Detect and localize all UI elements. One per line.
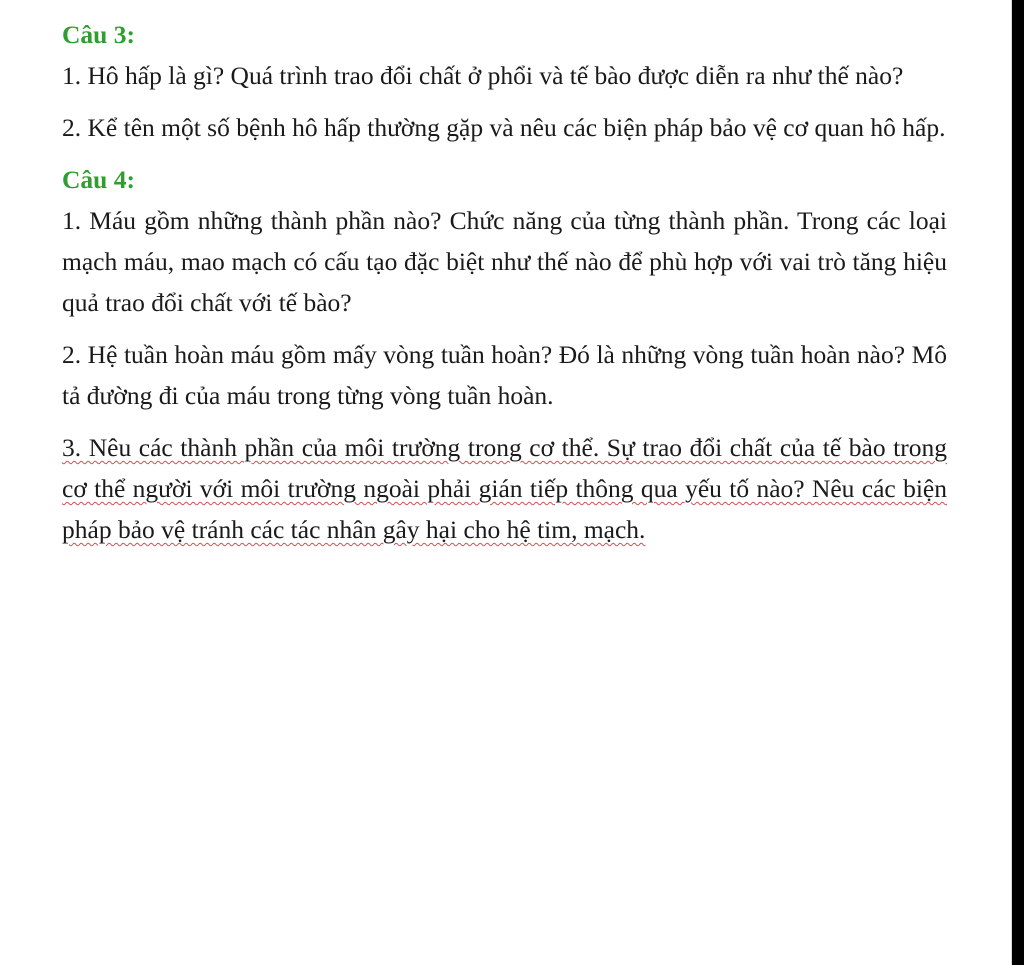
section-heading-cau-3: Câu 3:: [62, 20, 135, 49]
section-heading-cau-4: Câu 4:: [62, 165, 135, 194]
question-cau-4-3: 3. Nêu các thành phần của môi trường trong cơ thể. Sự trao đổi chất của tế bào trong cơ thể người với môi trường ngoài phải gián tiếp thông qua yếu tố nào? Nêu các biện pháp bảo vệ tránh các tác nhân gây hại cho hệ tim, mạch.: [62, 433, 947, 544]
question-cau-4-1: 1. Máu gồm những thành phần nào? Chức năng của từng thành phần. Trong các loại mạch máu, mao mạch có cấu tạo đặc biệt như thế nào để phù hợp với vai trò tăng hiệu quả trao đổi chất với tế bào?: [62, 206, 947, 317]
question-cau-3-1: 1. Hô hấp là gì? Quá trình trao đổi chất ở phổi và tế bào được diễn ra như thế nào?: [62, 61, 904, 90]
question-cau-4-2: 2. Hệ tuần hoàn máu gồm mấy vòng tuần hoàn? Đó là những vòng tuần hoàn nào? Mô tả đường đi của máu trong từng vòng tuần hoàn.: [62, 340, 947, 410]
document-content: [62, 14, 947, 561]
question-cau-3-2: 2. Kể tên một số bệnh hô hấp thường gặp và nêu các biện pháp bảo vệ cơ quan hô hấp.: [62, 113, 946, 142]
